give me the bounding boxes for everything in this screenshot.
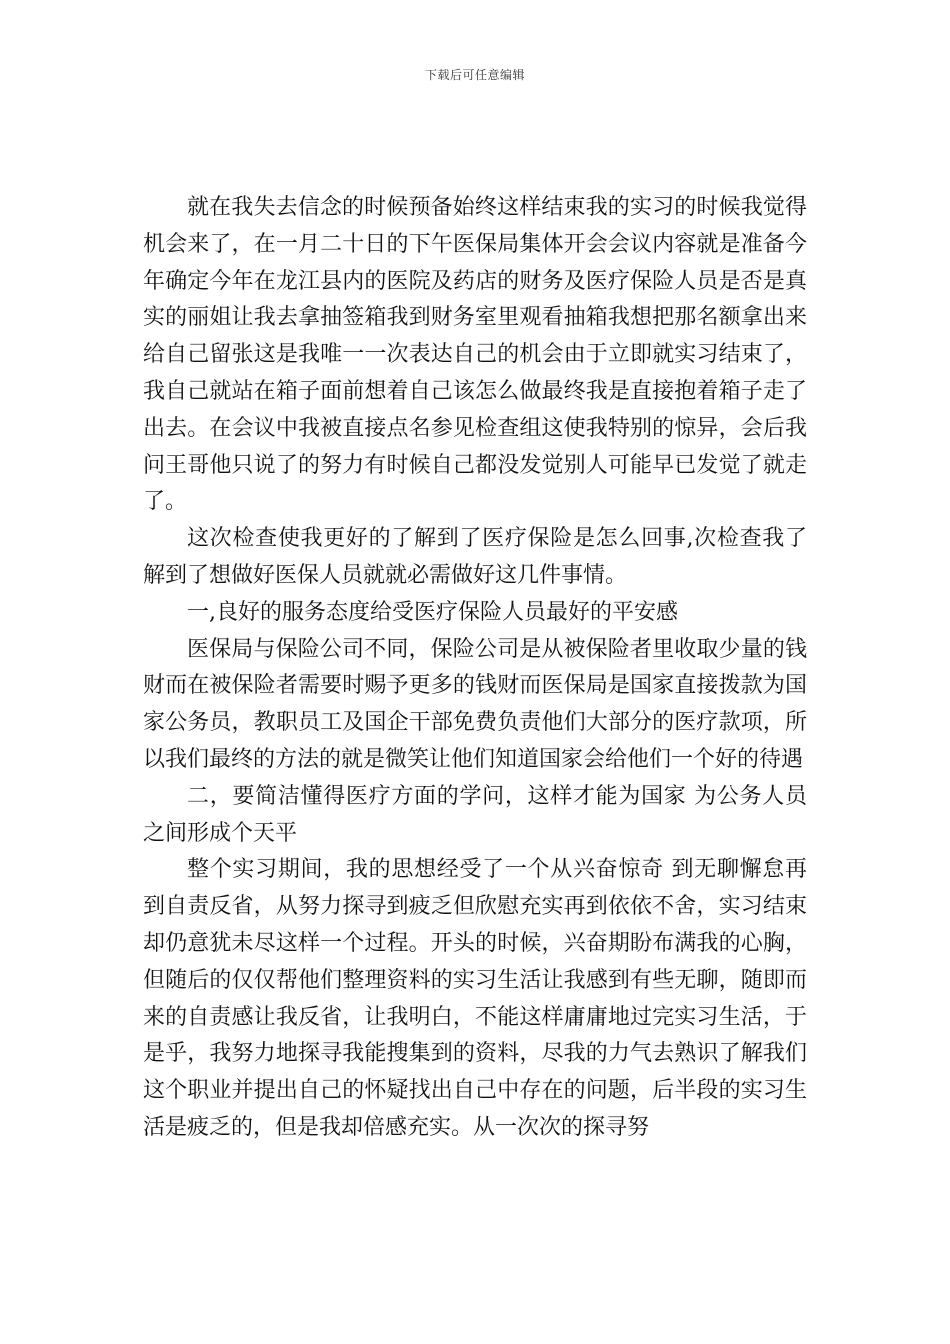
- paragraph-inspection-insight: 这次检查使我更好的了解到了医疗保险是怎么回事,次检查我了解到了想做好医保人员就就必需做好这几件事情。: [143, 526, 807, 588]
- heading-point-two: 二，要简洁懂得医疗方面的学问，这样才能为国家 为公务人员之间形成个天平: [143, 783, 807, 846]
- paragraph-internship-opportunity: 就在我失去信念的时候预备始终这样结束我的实习的时候我觉得机会来了，在一月二十日的下午医保局集体开会会议内容就是准备今年确定今年在龙江县内的医院及药店的财务及医疗保险人员是否是真实的丽姐让我去拿抽签箱我到财务室里观看抽箱我想把那名额拿出来给自己留张这是我唯一一次表达自己的机会由于立即就实习结束了，我自己就站在箱子面前想着自己该怎么做最终我是直接抱着箱子走了出去。在会议中我被直接点名参见检查组这使我特别的惊异，会后我问王哥他只说了的努力有时候自己都没发觉别人可能早已发觉了就走了。: [143, 195, 807, 515]
- paragraph-internship-reflection: 整个实习期间，我的思想经受了一个从兴奋惊奇 到无聊懈怠再到自责反省，从努力探寻到疲乏但欣慰充实再到依依不舍，实习结束却仍意犹未尽这样一个过程。开头的时候，兴奋期盼布满我的心胸，但随后的仅仅帮他们整理资料的实习生活让我感到有些无聊，随即而来的自责感让我反省，让我明白，不能这样庸庸地过完实习生活，于是乎，我努力地探寻我能搜集到的资料，尽我的力气去熟识了解我们这个职业并提出自己的怀疑找出自己中存在的问题，后半段的实习生活是疲乏的，但是我却倍感充实。从一次次的探寻努: [143, 857, 807, 1140]
- page-header: 下载后可任意编辑: [424, 68, 525, 82]
- heading-point-one: 一,良好的服务态度给受医疗保险人员最好的平安感: [187, 599, 678, 625]
- document-body: [143, 190, 807, 1147]
- paragraph-service-attitude: 医保局与保险公司不同，保险公司是从被保险者里收取少量的钱财而在被保险者需要时赐予更多的钱财而医保局是国家直接拨款为国家公务员，教职员工及国企干部免费负责他们大部分的医疗款项，所以我们最终的方法的就是微笑让他们知道国家会给他们一个好的待遇: [143, 636, 807, 772]
